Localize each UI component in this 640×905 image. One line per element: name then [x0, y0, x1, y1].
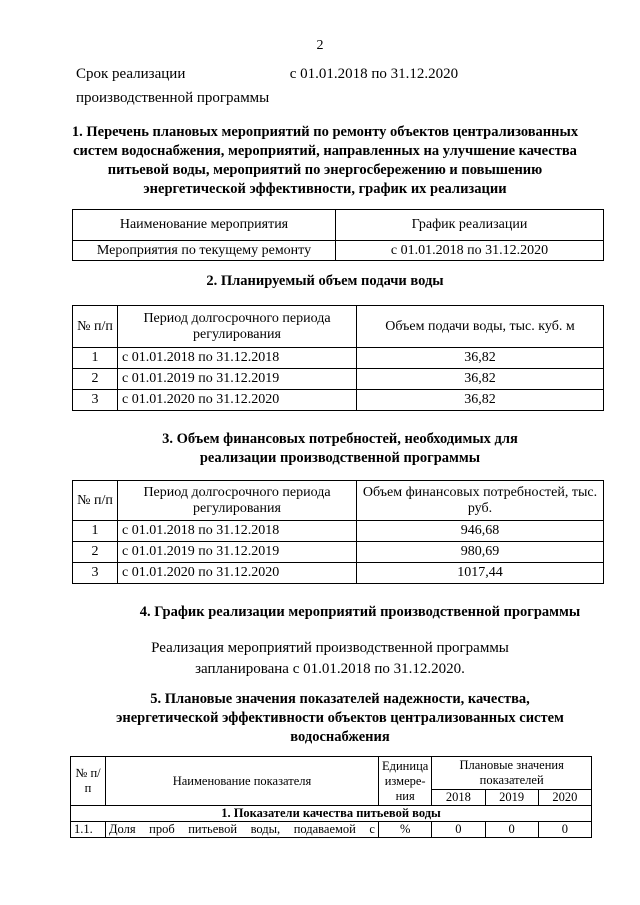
table-cell: 2 — [73, 542, 118, 563]
table-cell: с 01.01.2018 по 31.12.2018 — [118, 521, 357, 542]
page-number: 2 — [316, 38, 324, 53]
table-row — [73, 521, 604, 542]
table-cell: 980,69 — [357, 542, 604, 563]
year-header: 2020 — [538, 790, 591, 806]
program-term — [76, 62, 556, 110]
table-header: № п/п — [71, 757, 106, 806]
indicator-name — [109, 822, 375, 837]
table-cell: 1017,44 — [357, 563, 604, 584]
term-value: с 01.01.2018 по 31.12.2020 — [289, 66, 459, 82]
table-cell: 36,82 — [357, 348, 604, 369]
table-header: Единица измере-ния — [379, 757, 432, 806]
table-cell: 1 — [73, 348, 118, 369]
table-cell: с 01.01.2018 по 31.12.2018 — [118, 348, 357, 369]
table-cell: % — [379, 822, 432, 838]
table-row — [73, 348, 604, 369]
section2-table — [72, 305, 604, 411]
term-label: Срок реализации производственной программы — [76, 66, 270, 106]
table-cell: 2 — [73, 369, 118, 390]
word: с — [369, 822, 375, 836]
section4-title: 4. График реализации мероприятий производственной программы — [139, 604, 581, 620]
word: питьевой — [188, 822, 238, 836]
section5-title: 5. Плановые значения показателей надежности, качества, энергетической эффективности объектов централизованных систем водоснабжения — [116, 691, 564, 745]
table-row — [73, 542, 604, 563]
table-cell: с 01.01.2019 по 31.12.2019 — [118, 369, 357, 390]
table-cell: 36,82 — [357, 390, 604, 411]
word: подаваемой — [293, 822, 356, 836]
table-row — [73, 563, 604, 584]
section3-title: 3. Объем финансовых потребностей, необходимых для реализации производственной программы — [162, 431, 518, 466]
table-header: Период долгосрочного периода регулирования — [118, 481, 357, 521]
table-header: Объем подачи воды, тыс. куб. м — [357, 306, 604, 348]
table-header: Плановые значения показателей — [432, 757, 592, 790]
table-cell: 0 — [432, 822, 485, 838]
table-cell: 0 — [485, 822, 538, 838]
table-header: Объем финансовых потребностей, тыс. руб. — [357, 481, 604, 521]
table-row — [73, 241, 604, 261]
table-header-row — [73, 306, 604, 348]
table-header-row — [73, 481, 604, 521]
table-row — [73, 369, 604, 390]
table-header: № п/п — [73, 306, 118, 348]
year-header: 2018 — [432, 790, 485, 806]
table-header: Наименование мероприятия — [73, 210, 336, 241]
section2-title: 2. Планируемый объем подачи воды — [206, 273, 444, 289]
table-header: Наименование показателя — [106, 757, 379, 806]
section1-title: 1. Перечень плановых мероприятий по ремонту объектов централизованных систем водоснабжения, мероприятий, направленных на улучшение качества питьевой воды, мероприятий по энергосбережению и повышению энергетической эффективности, график их реализации — [71, 124, 579, 197]
table-header-row — [71, 757, 592, 790]
table-header: Период долгосрочного периода регулирования — [118, 306, 357, 348]
year-header: 2019 — [485, 790, 538, 806]
word: проб — [149, 822, 175, 836]
table-cell: 3 — [73, 390, 118, 411]
table-cell: 946,68 — [357, 521, 604, 542]
word: воды, — [250, 822, 281, 836]
table-cell: 3 — [73, 563, 118, 584]
table-cell — [106, 822, 379, 838]
section1-table — [72, 209, 604, 261]
table-header: График реализации — [336, 210, 604, 241]
table-cell: Мероприятия по текущему ремонту — [73, 241, 336, 261]
table-cell: с 01.01.2019 по 31.12.2019 — [118, 542, 357, 563]
word: Доля — [109, 822, 136, 836]
table-cell: с 01.01.2018 по 31.12.2020 — [336, 241, 604, 261]
table-cell: с 01.01.2020 по 31.12.2020 — [118, 563, 357, 584]
table-cell: 1.1. — [71, 822, 106, 838]
table-cell: с 01.01.2020 по 31.12.2020 — [118, 390, 357, 411]
subsection-row — [71, 806, 592, 822]
subsection-title: 1. Показатели качества питьевой воды — [71, 806, 592, 822]
table-row — [73, 390, 604, 411]
table-header: № п/п — [73, 481, 118, 521]
table-cell: 0 — [538, 822, 591, 838]
section3-table — [72, 480, 604, 584]
table-cell: 36,82 — [357, 369, 604, 390]
section5-table — [70, 756, 592, 838]
table-cell: 1 — [73, 521, 118, 542]
table-header-row — [73, 210, 604, 241]
table-row — [71, 822, 592, 838]
section4-text: Реализация мероприятий производственной программы запланирована с 01.01.2018 по 31.12.2020. — [151, 640, 509, 677]
